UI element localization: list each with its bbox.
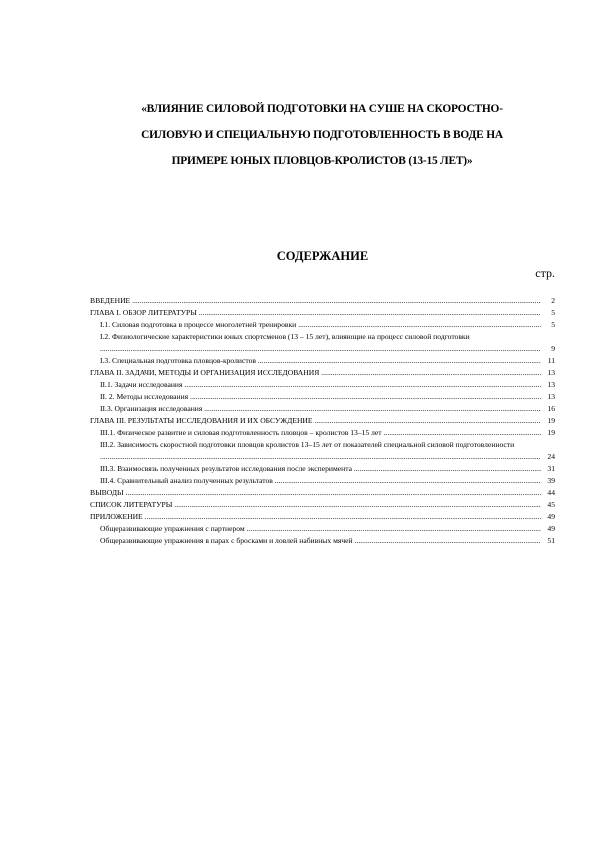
toc-entry-label: ГЛАВА I. ОБЗОР ЛИТЕРАТУРЫ .....: [90, 307, 541, 319]
toc-entry-label: I.3. Специальная подготовка пловцов-кролистов .....: [100, 355, 541, 367]
toc-entry-page: 19: [541, 415, 555, 427]
toc-entry-page: 13: [541, 379, 555, 391]
toc-entry-appendix-medicine-ball-exercises[interactable]: [90, 535, 555, 547]
toc-entry-introduction[interactable]: [90, 295, 555, 307]
toc-entry-label: II.1. Задачи исследования .....: [100, 379, 541, 391]
toc-entry-page: 19: [541, 427, 555, 439]
toc-entry-page: 24: [541, 451, 555, 463]
toc-entry-label: I.1. Силовая подготовка в процессе многолетней тренировки .....: [100, 319, 541, 331]
toc-entry-label: III.3. Взаимосвязь полученных результатов исследования после эксперимента .....: [100, 463, 541, 475]
toc-entry-section-3-2[interactable]: [90, 439, 555, 463]
toc-entry-section-2-1[interactable]: [90, 379, 555, 391]
toc-entry-page: 49: [541, 523, 555, 535]
page-column-label: стр.: [535, 266, 555, 280]
toc-entry-chapter-3[interactable]: [90, 415, 555, 427]
toc-entry-page: 13: [541, 367, 555, 379]
toc-entry-page: 16: [541, 403, 555, 415]
toc-entry-appendix-partner-exercises[interactable]: [90, 523, 555, 535]
table-of-contents: [90, 295, 555, 547]
toc-entry-label: СПИСОК ЛИТЕРАТУРЫ .....: [90, 499, 541, 511]
toc-entry-label: ГЛАВА II. ЗАДАЧИ, МЕТОДЫ И ОРГАНИЗАЦИЯ ИССЛЕДОВАНИЯ .....: [90, 367, 541, 379]
toc-entry-chapter-2[interactable]: [90, 367, 555, 379]
toc-entry-label: III.2. Зависимость скоростной подготовки пловцов кролистов 13–15 лет от показателей специальной силовой подготовленности .....: [100, 439, 541, 463]
document-title: [92, 96, 552, 174]
toc-entry-page: 31: [541, 463, 555, 475]
toc-entry-label: III.4. Сравнительный анализ полученных результатов .....: [100, 475, 541, 487]
toc-entry-label: ПРИЛОЖЕНИЕ .....: [90, 511, 541, 523]
title-line: СИЛОВУЮ И СПЕЦИАЛЬНУЮ ПОДГОТОВЛЕННОСТЬ В ВОДЕ НА: [141, 129, 503, 141]
toc-entry-label: III.1. Физическое развитие и силовая подготовленность пловцов – кролистов 13–15 лет .....: [100, 427, 541, 439]
toc-heading: СОДЕРЖАНИЕ: [276, 249, 369, 263]
toc-entry-page: 11: [541, 355, 555, 367]
toc-entry-label: ГЛАВА III. РЕЗУЛЬТАТЫ ИССЛЕДОВАНИЯ И ИХ ОБСУЖДЕНИЕ .....: [90, 415, 541, 427]
toc-entry-label: II.3. Организация исследования .....: [100, 403, 541, 415]
toc-entry-section-3-3[interactable]: [90, 463, 555, 475]
toc-entry-page: 9: [541, 343, 555, 355]
toc-entry-page: 13: [541, 391, 555, 403]
toc-entry-page: 39: [541, 475, 555, 487]
toc-entry-label: ВВЕДЕНИЕ .....: [90, 295, 541, 307]
toc-entry-label: II. 2. Методы исследования .....: [100, 391, 541, 403]
toc-entry-label: Общеразвивающие упражнения в парах с бросками и ловлей набивных мячей .....: [100, 535, 541, 547]
toc-entry-section-2-3[interactable]: [90, 403, 555, 415]
toc-entry-page: 44: [541, 487, 555, 499]
toc-entry-conclusions[interactable]: [90, 487, 555, 499]
toc-entry-label: ВЫВОДЫ .....: [90, 487, 541, 499]
toc-entry-page: 51: [541, 535, 555, 547]
toc-entry-appendix[interactable]: [90, 511, 555, 523]
title-line: «ВЛИЯНИЕ СИЛОВОЙ ПОДГОТОВКИ НА СУШЕ НА СКОРОСТНО-: [141, 103, 503, 115]
toc-entry-page: 5: [541, 319, 555, 331]
toc-entry-section-1-3[interactable]: [90, 355, 555, 367]
toc-entry-page: 2: [541, 295, 555, 307]
toc-entry-section-3-1[interactable]: [90, 427, 555, 439]
toc-entry-page: 5: [541, 307, 555, 319]
toc-entry-chapter-1[interactable]: [90, 307, 555, 319]
toc-entry-page: 45: [541, 499, 555, 511]
toc-entry-label: I.2. Физиологические характеристики юных спортсменов (13 – 15 лет), влияющие на процесс силовой подготовки .....: [100, 331, 541, 355]
toc-entry-section-3-4[interactable]: [90, 475, 555, 487]
toc-entry-section-1-2[interactable]: [90, 331, 555, 355]
toc-entry-references[interactable]: [90, 499, 555, 511]
title-line: ПРИМЕРЕ ЮНЫХ ПЛОВЦОВ-КРОЛИСТОВ (13-15 ЛЕТ)»: [171, 155, 473, 167]
toc-entry-page: 49: [541, 511, 555, 523]
toc-entry-section-1-1[interactable]: [90, 319, 555, 331]
toc-entry-section-2-2[interactable]: [90, 391, 555, 403]
toc-entry-label: Общеразвивающие упражнения с партнером .....: [100, 523, 541, 535]
